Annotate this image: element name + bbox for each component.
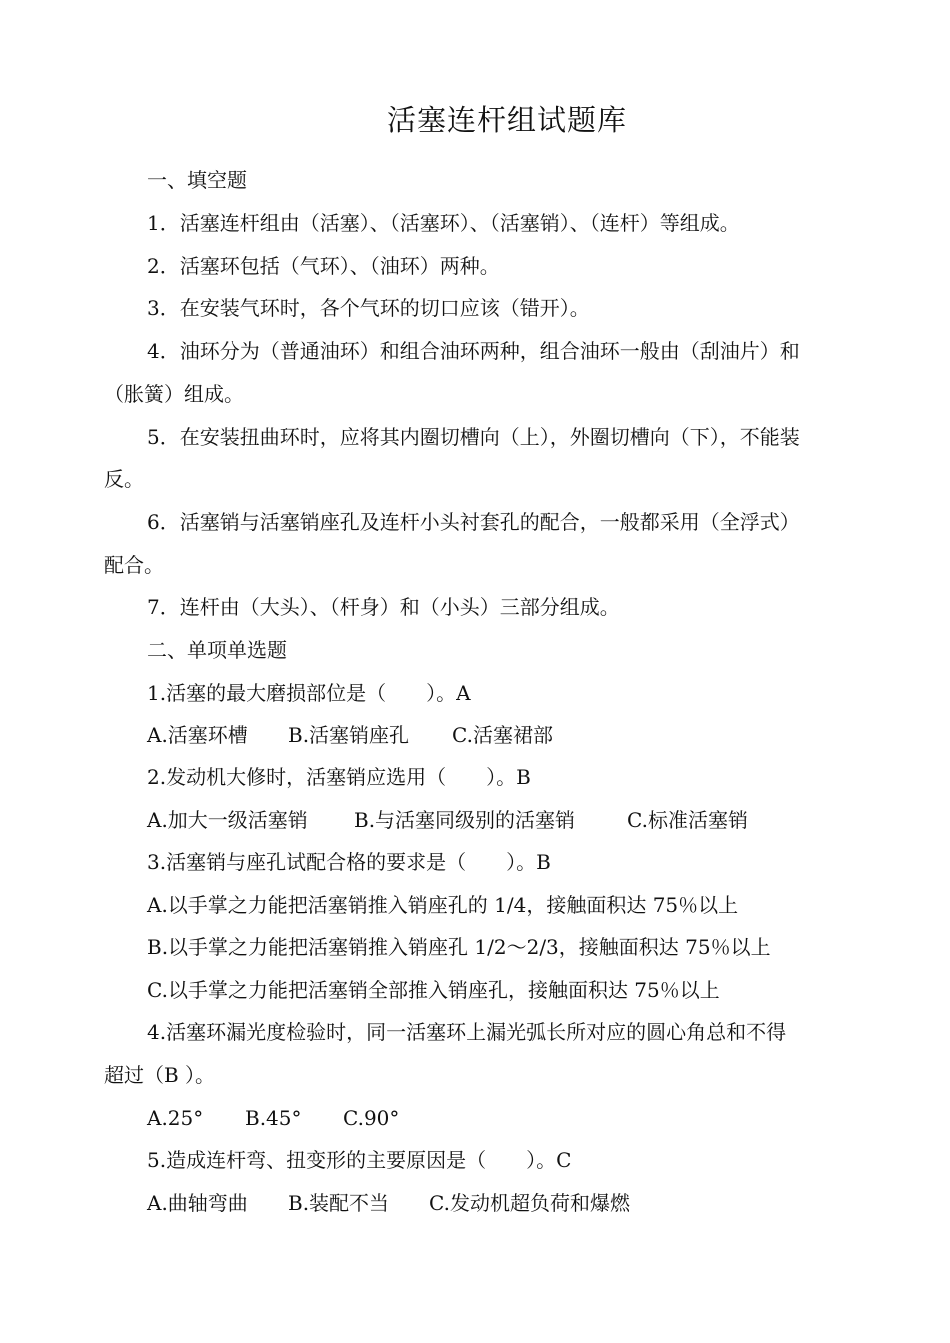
option-c: C.90° [343,1106,400,1130]
choice-question-2: 2.发动机大修时，活塞销应选用（ ）。B [147,765,531,789]
option-c: C.标准活塞销 [627,808,748,832]
option-a: A.活塞环槽 [147,723,248,747]
fill-blank-question-6-line-1: 6．活塞销与活塞销座孔及连杆小头衬套孔的配合，一般都采用（全浮式） [147,510,800,534]
choice-question-3-option-a: A.以手掌之力能把活塞销推入销座孔的 1/4，接触面积达 75％以上 [147,893,739,917]
choice-question-5-options [147,1193,630,1213]
option-c: C.发动机超负荷和爆燃 [429,1191,630,1215]
fill-blank-question-4-line-1: 4．油环分为（普通油环）和组合油环两种，组合油环一般由（刮油片）和 [147,339,800,363]
option-b: B.装配不当 [288,1191,390,1215]
fill-blank-question-5-line-1: 5．在安装扭曲环时，应将其内圈切槽向（上），外圈切槽向（下），不能装 [147,425,800,449]
choice-question-3-option-b: B.以手掌之力能把活塞销推入销座孔 1/2～2/3，接触面积达 75％以上 [147,935,771,959]
choice-question-4-line-1: 4.活塞环漏光度检验时，同一活塞环上漏光弧长所对应的圆心角总和不得 [147,1020,787,1044]
choice-question-1: 1.活塞的最大磨损部位是（ ）。A [147,681,471,705]
choice-question-4-line-2: 超过（B ）。 [104,1063,216,1087]
fill-blank-question-3: 3．在安装气环时，各个气环的切口应该（错开）。 [147,296,590,320]
fill-blank-question-4-line-2: （胀簧）组成。 [104,382,244,406]
option-b: B.45° [245,1106,302,1130]
choice-question-3: 3.活塞销与座孔试配合格的要求是（ ）。B [147,850,551,874]
option-c: C.活塞裙部 [452,723,553,747]
choice-question-2-options [147,810,748,830]
option-b: B.与活塞同级别的活塞销 [354,808,576,832]
section-heading-single-choice: 二、单项单选题 [147,638,287,662]
option-a: A.曲轴弯曲 [147,1191,248,1215]
option-a: A.加大一级活塞销 [147,808,308,832]
fill-blank-question-1: 1．活塞连杆组由（活塞）、（活塞环）、（活塞销）、（连杆）等组成。 [147,211,740,235]
fill-blank-question-6-line-2: 配合。 [104,553,164,577]
choice-question-1-options [147,725,553,745]
fill-blank-question-5-line-2: 反。 [104,467,144,491]
fill-blank-question-7: 7．连杆由（大头）、（杆身）和（小头）三部分组成。 [147,595,620,619]
choice-question-5: 5.造成连杆弯、扭变形的主要原因是（ ）。C [147,1148,572,1172]
choice-question-3-option-c: C.以手掌之力能把活塞销全部推入销座孔，接触面积达 75％以上 [147,978,720,1002]
document-title: 活塞连杆组试题库 [386,103,627,137]
section-heading-fill-blank: 一、填空题 [147,168,247,192]
choice-question-4-options [147,1108,399,1128]
option-b: B.活塞销座孔 [288,723,410,747]
fill-blank-question-2: 2．活塞环包括（气环）、（油环）两种。 [147,254,500,278]
option-a: A.25° [147,1106,204,1130]
